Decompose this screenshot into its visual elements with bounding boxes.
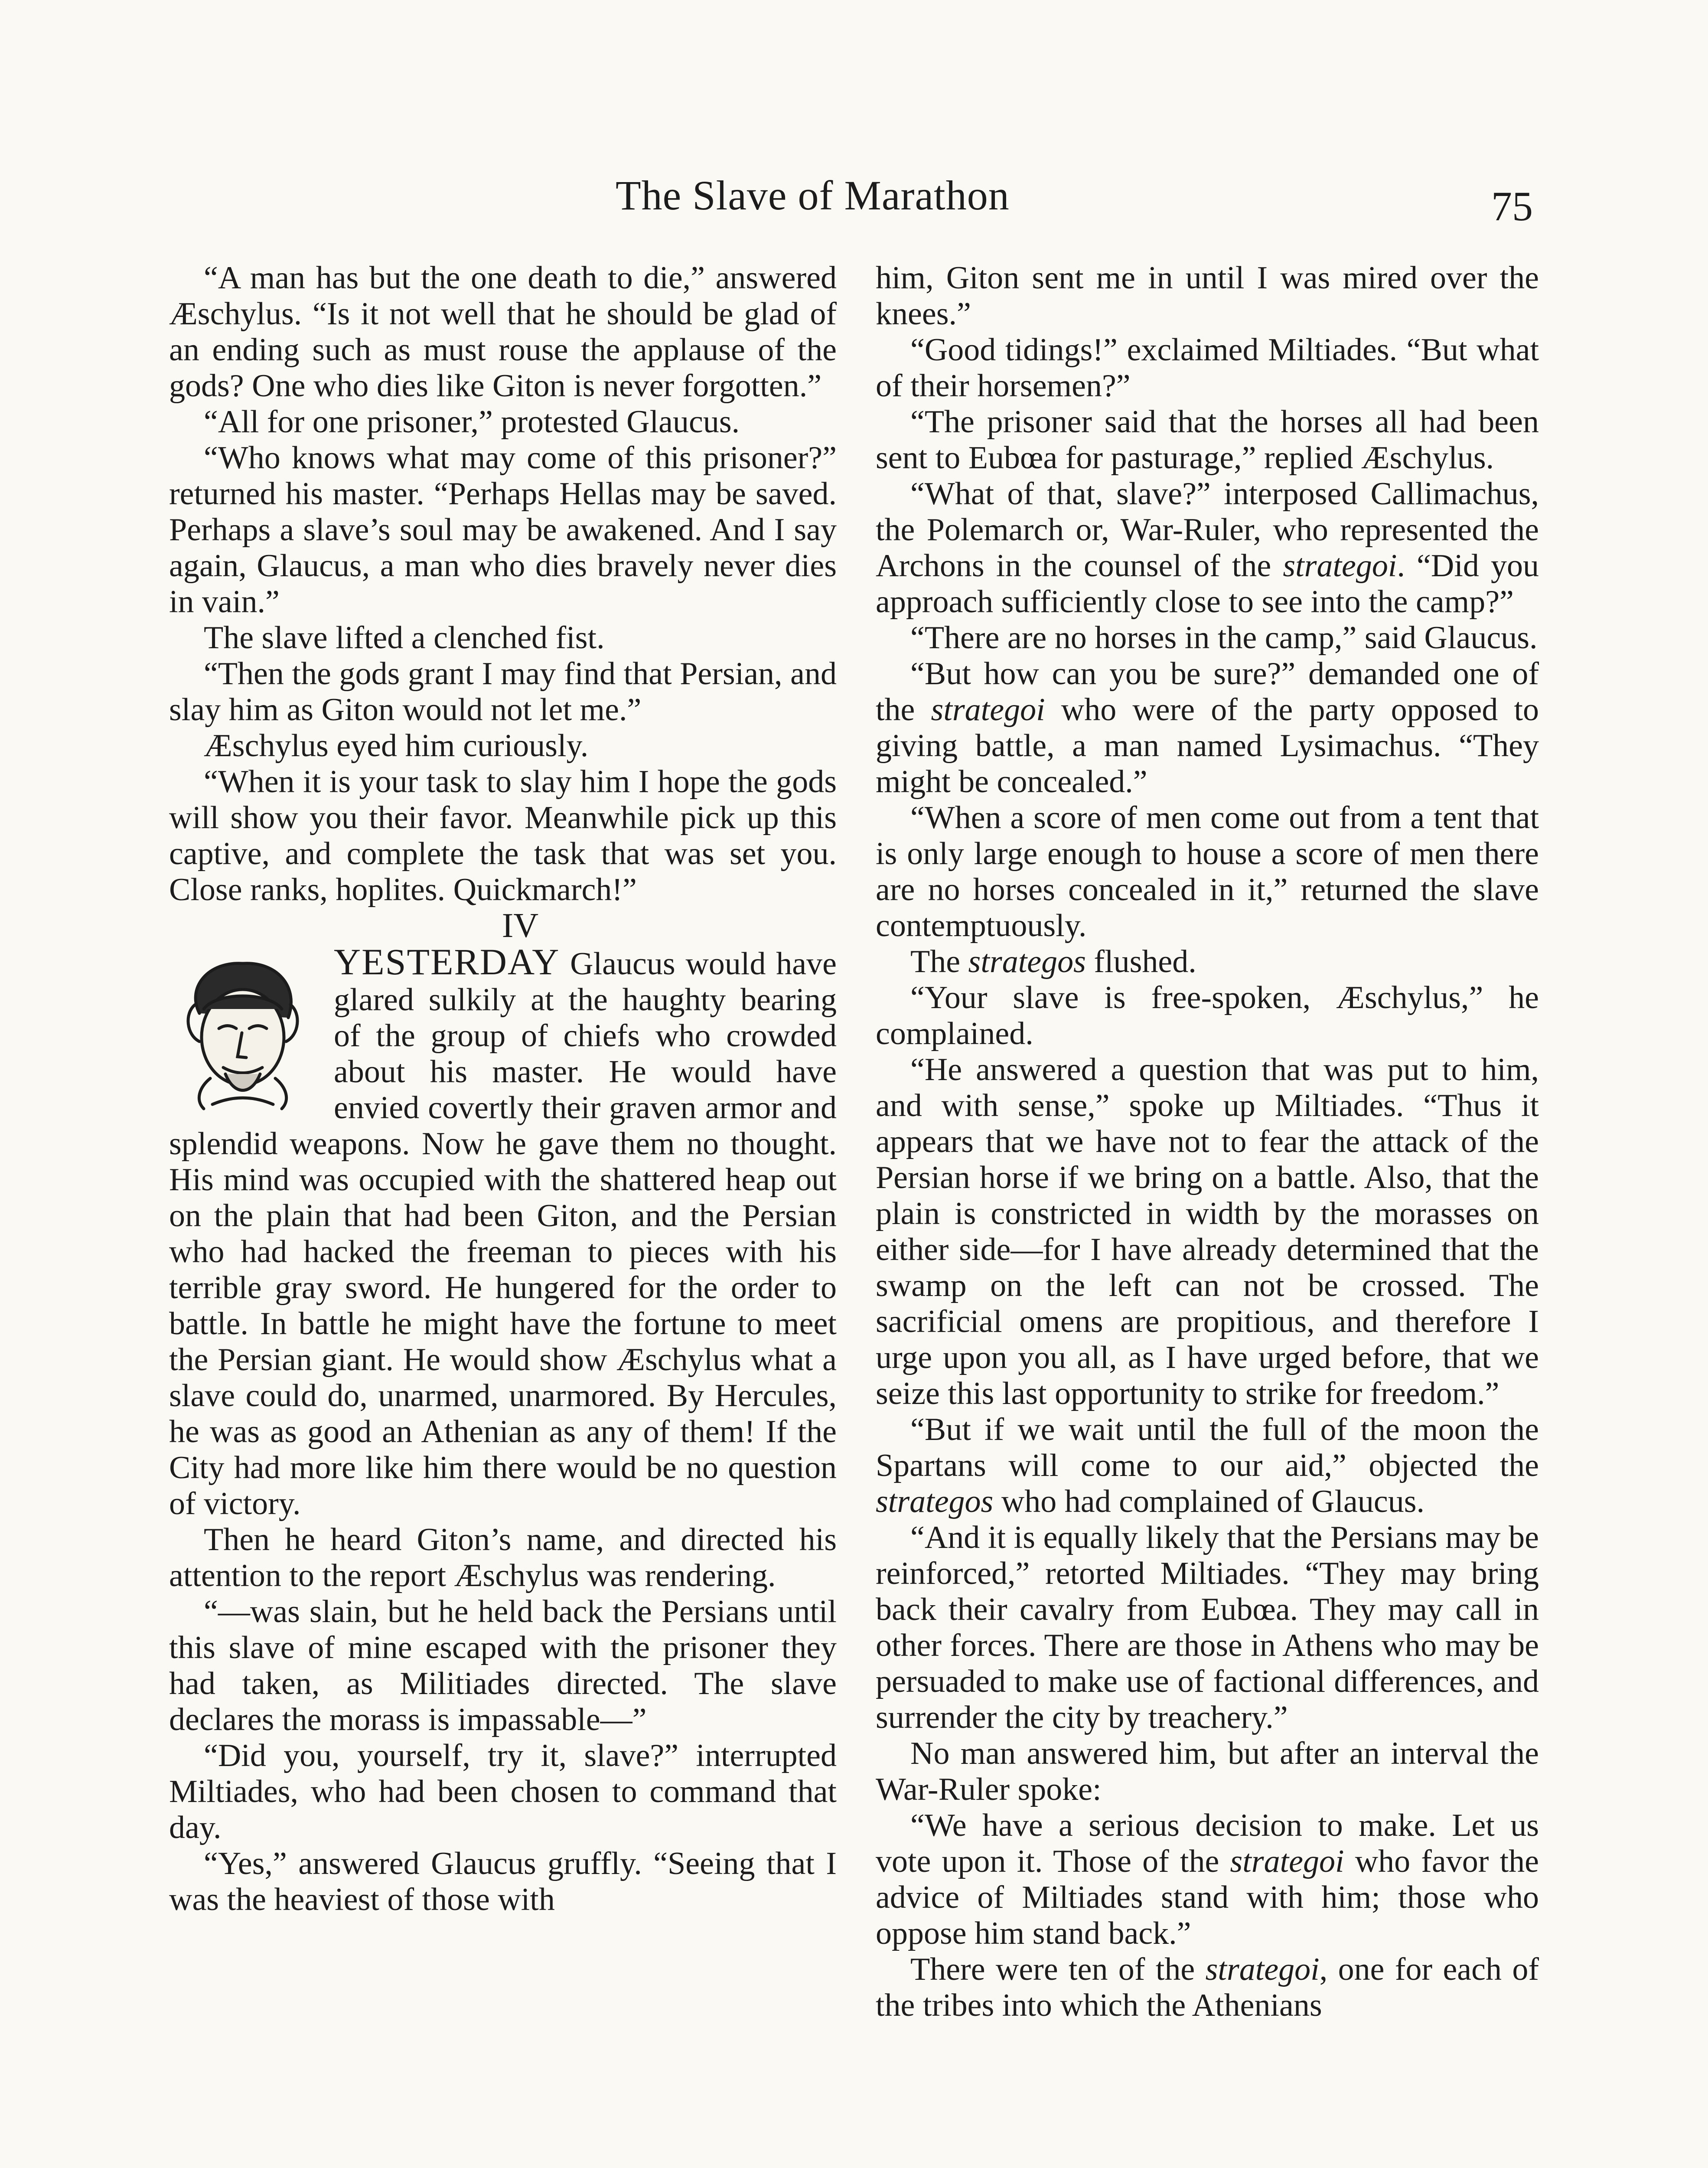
running-title: The Slave of Marathon [616,172,1010,219]
italic-term: strategos [876,1484,994,1519]
paragraph: “Who knows what may come of this prisoner?” returned his master. “Perhaps Hellas may be saved. Perhaps a slave’s soul may be awakened. And I say again, Glaucus, a man who dies bravely never dies in vain.” [169,440,837,620]
paragraph: “Yes,” answered Glaucus gruffly. “Seeing that I was the heaviest of those with [169,1846,837,1917]
paragraph: “He answered a question that was put to him, and with sense,” spoke up Miltiades. “Thus it appears that we have not to fear the attack of the Persian horse if we bring on a battle. Also, that the plain is constricted in width by the morasses on either side—for I have already determined that the swamp on the left can not be crossed. The sacrificial omens are propitious, and therefore I urge upon you all, as I have urged before, that we seize this last opportunity to strike for freedom.” [876,1052,1539,1411]
text-run: “We have a serious decision to make. Let us vote upon it. Those of the [876,1808,1539,1879]
paragraph: “When it is your task to slay him I hope the gods will show you their favor. Meanwhile pick up this captive, and complete the task that was set you. Close ranks, hoplites. Quickmarch!” [169,764,837,908]
paragraph: “When a score of men come out from a tent that is only large enough to house a score of men there are no horses concealed in it,” returned the slave contemptuously. [876,800,1539,944]
italic-term: strategoi [1283,548,1397,584]
paragraph: “—was slain, but he held back the Persians until this slave of mine escaped with the prisoner they had taken, as Militiades directed. The slave declares the morass is impassable—” [169,1594,837,1737]
paragraph [876,944,1539,980]
text-run: who were of the party opposed to giving battle, a man named Lysimachus. “They might be concealed.” [876,692,1539,800]
paragraph: Then he heard Giton’s name, and directed his attention to the report Æschylus was rendering. [169,1522,837,1593]
paragraph: “There are no horses in the camp,” said Glaucus. [910,620,1538,656]
text-run: “But how can you be sure?” demanded one of the [876,656,1539,728]
paragraph: The slave lifted a clenched fist. [204,620,605,656]
text-run: flushed. [1085,944,1196,980]
italic-term: strategoi [1230,1844,1344,1879]
paragraph [876,1808,1539,1952]
text-run: The [910,944,968,980]
page-number: 75 [1491,183,1533,229]
paragraph: “Did you, yourself, try it, slave?” interrupted Miltiades, who had been chosen to command that day. [169,1738,837,1845]
paragraph: “A man has but the one death to die,” answered Æschylus. “Is it not well that he should be glad of an ending such as must rouse the applause of the gods? One who dies like Giton is never forgotten.” [169,260,837,404]
text-run: , one for each of the tribes into which the Athenians [876,1952,1539,2023]
paragraph [876,656,1539,800]
paragraph: No man answered him, but after an interval the War-Ruler spoke: [876,1736,1539,1807]
paragraph: “Then the gods grant I may find that Persian, and slay him as Giton would not let me.” [169,656,837,728]
lead-word: YESTERDAY [334,941,560,983]
text-run: “But if we wait until the full of the moon the Spartans will come to our aid,” objected the [876,1412,1539,1483]
italic-term: strategoi [1205,1952,1320,1987]
text-run: “What of that, slave?” interposed Callimachus, the Polemarch or, War-Ruler, who represented the Archons in the counsel of the [876,476,1539,584]
italic-term: strategos [968,944,1086,980]
text-run: There were ten of the [910,1952,1206,1987]
paragraph: “Good tidings!” exclaimed Miltiades. “But what of their horsemen?” [876,332,1539,404]
drop-cap-portrait-icon [169,948,316,1117]
paragraph [876,1952,1539,2024]
section-heading: IV [502,907,539,945]
right-column [876,260,1539,2024]
paragraph-continuation: him, Giton sent me in until I was mired over the knees.” [876,260,1539,332]
paragraph: “And it is equally likely that the Persians may be reinforced,” retorted Miltiades. “They may bring back their cavalry from Eubœa. They may call in other forces. There are those in Athens who may be persuaded to make use of factional differences, and surrender the city by treachery.” [876,1520,1539,1735]
text-run: who had complained of Glaucus. [993,1484,1424,1519]
paragraph: Æschylus eyed him curiously. [204,728,589,764]
paragraph: “All for one prisoner,” protested Glaucus. [204,404,740,440]
lead-text: Glaucus would have glared sulkily at the haughty bearing of the group of chiefs who crowded about his master. He would have envied covertly their graven armor and splendid weapons. Now he gave them no thought. His mind was occupied with the shattered heap out on the plain that had been Giton, and the Persian who had hacked the freeman to pieces with his terrible gray sword. He hungered for the order to battle. In battle he might have the fortune to meet the Persian giant. He would show Æschylus what a slave could do, unarmed, unarmored. By Hercules, he was as good an Athenian as any of them! If the City had more like him there would be no question of victory. [169,946,837,1522]
text-run: who favor the advice of Miltiades stand with him; those who oppose him stand back.” [876,1844,1539,1951]
paragraph [876,476,1539,620]
italic-term: strategoi [931,692,1045,728]
paragraph: “The prisoner said that the horses all had been sent to Eubœa for pasturage,” replied Æschylus. [876,404,1539,476]
paragraph [876,1412,1539,1520]
text-run: . “Did you approach sufficiently close to see into the camp?” [876,548,1539,620]
paragraph: “Your slave is free-spoken, Æschylus,” he complained. [876,980,1539,1051]
section-lead [169,941,837,1522]
left-column [169,260,837,1918]
